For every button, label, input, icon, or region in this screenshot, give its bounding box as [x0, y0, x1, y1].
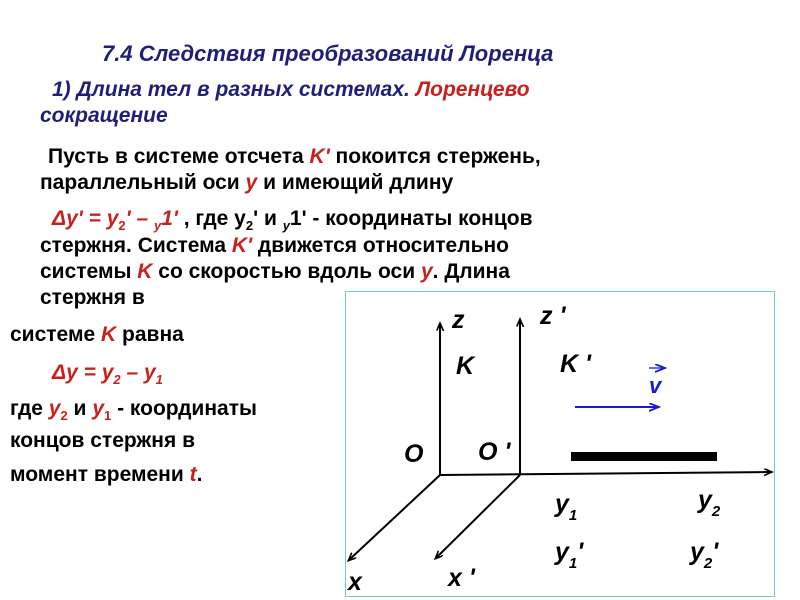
para2-line1: стержня. Система K' движется относительно: [40, 234, 509, 257]
label-O-prime: O ': [478, 438, 511, 466]
para4-line2: концов стержня в: [10, 429, 195, 452]
label-v: v: [649, 373, 662, 398]
label-O: O: [404, 440, 424, 468]
label-x: x: [348, 568, 362, 596]
label-K-prime: K ': [560, 350, 591, 378]
formula-delta-y-prime: $\Delta y' = y_2' - _y1'$ , где $y_2'$ и $_y$1' - координаты концов: [52, 207, 533, 233]
x-axis: [349, 475, 440, 560]
label-z: z: [452, 306, 465, 334]
y-axis: [440, 472, 771, 475]
para1-line1: Пусть в системе отсчета K' покоится стержень,: [48, 145, 541, 168]
para4-line1: где $y_2$ и $y_1$ - координаты: [10, 397, 257, 423]
label-K: K: [456, 352, 475, 380]
label-y2-prime: $y_2'$: [690, 538, 719, 572]
reference-frames-diagram: [345, 291, 775, 597]
formula-delta-y: $\Delta y = y_2 - y_1$: [52, 361, 163, 387]
page-title: 7.4 Следствия преобразований Лоренца: [102, 41, 554, 66]
label-y2: $y_2$: [698, 486, 721, 520]
label-y1: $y_1$: [555, 490, 578, 524]
rod: [571, 452, 717, 461]
para3: системе K равна: [10, 323, 184, 346]
para2-line2: системы K со скоростью вдоль оси y. Длина: [40, 260, 510, 283]
x-prime-axis: [436, 475, 520, 558]
para2-line3: стержня в: [40, 286, 145, 309]
para1-line2: параллельный оси y и имеющий длину: [40, 171, 454, 194]
label-y1-prime: $y_1'$: [555, 538, 584, 572]
label-x-prime: x ': [448, 564, 475, 592]
section-subtitle-line2: сокращение: [40, 104, 168, 127]
section-subtitle: 1) Длина тел в разных системах. Лоренцево: [52, 78, 530, 101]
para4-line3: момент времени t.: [10, 463, 203, 486]
label-z-prime: z ': [540, 302, 566, 330]
